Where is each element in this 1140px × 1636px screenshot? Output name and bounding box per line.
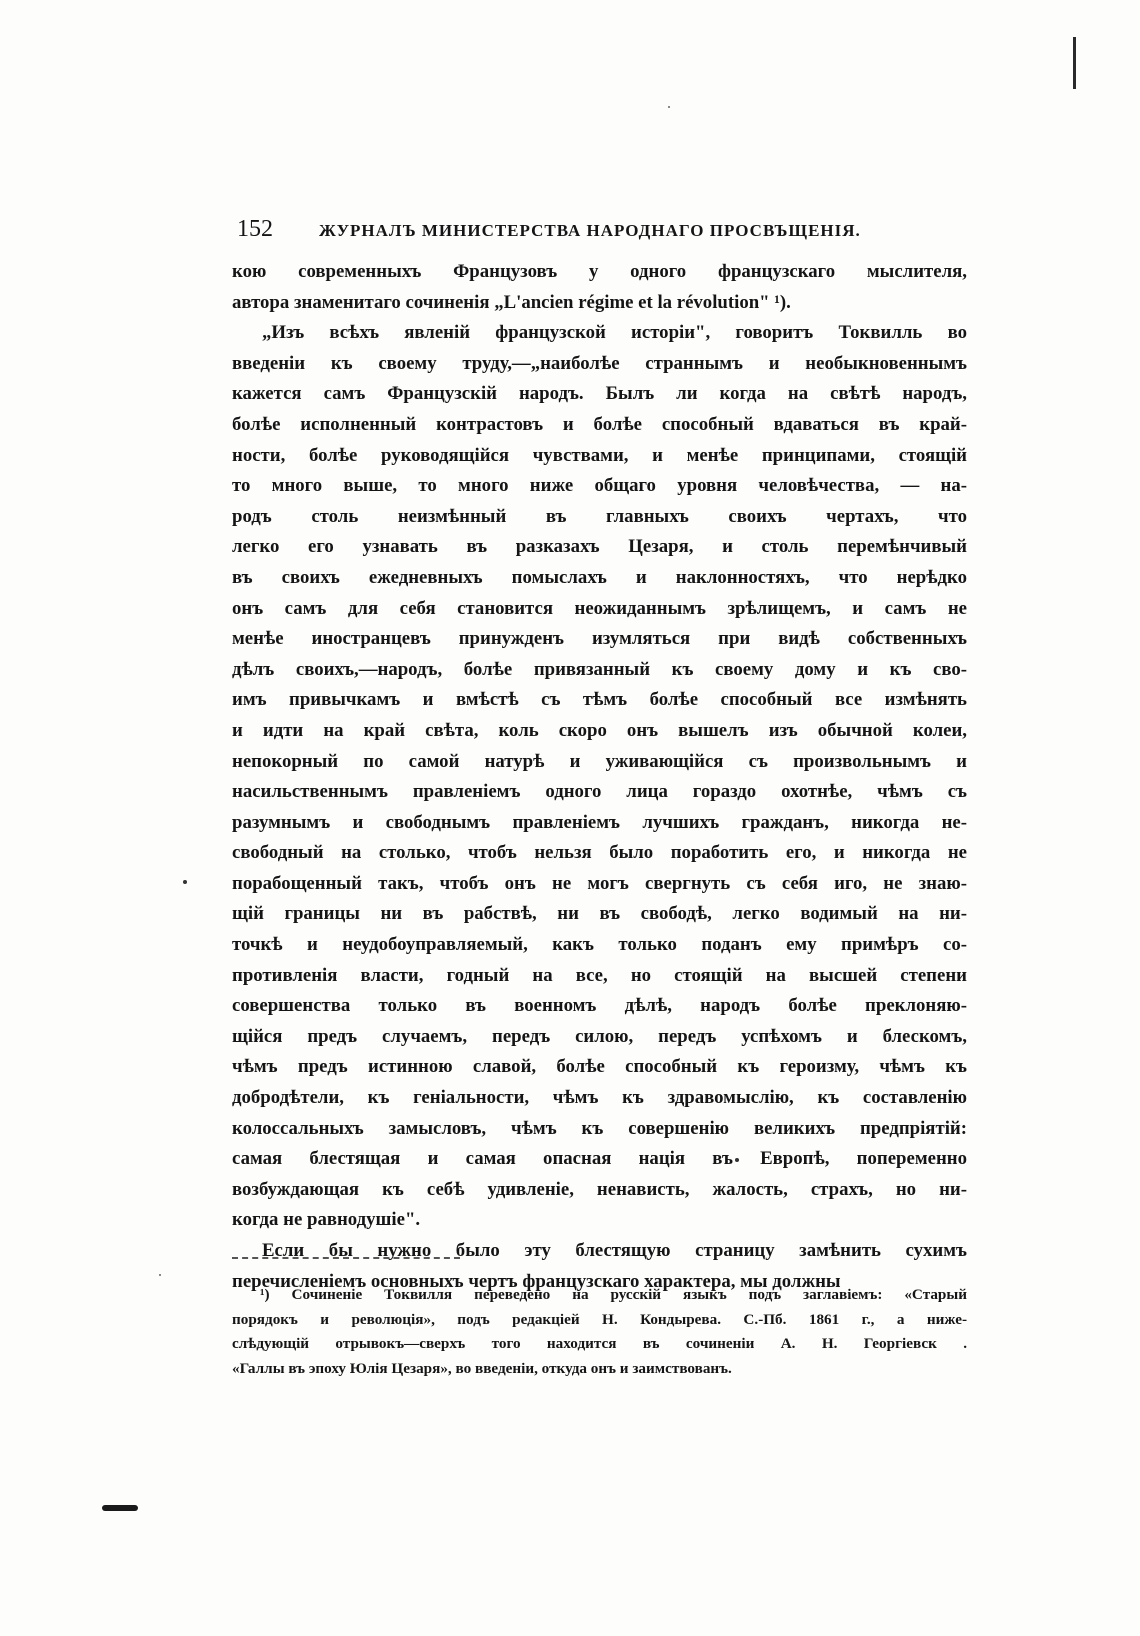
- text-line: самая блестящая и самая опасная нація въ Европѣ, попеременно: [232, 1148, 967, 1170]
- text-line: болѣе исполненный контрастовъ и болѣе способный вдаваться въ край-: [232, 413, 967, 435]
- footnote: [232, 1283, 967, 1381]
- text-line: „Изъ всѣхъ явленій французской исторіи", говоритъ Токвилль во: [262, 322, 967, 344]
- text-line: разумнымъ и свободнымъ правленіемъ лучшихъ гражданъ, никогда не-: [232, 811, 967, 833]
- page-header: [237, 216, 964, 243]
- text-line: дѣлъ своихъ,—народъ, болѣе привязанный къ своему дому и къ сво-: [232, 658, 967, 680]
- scan-speck: [668, 106, 670, 108]
- text-line: онъ самъ для себя становится неожиданнымъ зрѣлищемъ, и самъ не: [232, 597, 967, 619]
- text-line: совершенства только въ военномъ дѣлѣ, народъ болѣе преклоняю-: [232, 995, 967, 1017]
- text-line: колоссальныхъ замысловъ, чѣмъ къ совершенію великихъ предпріятій:: [232, 1117, 967, 1139]
- text-line: автора знаменитаго сочиненія „L'ancien régime et la révolution" ¹).: [232, 291, 791, 313]
- text-line: кою современныхъ Французовъ у одного французскаго мыслителя,: [232, 261, 967, 282]
- text-line: ности, болѣе руководящійся чувствами, и менѣе принципами, стоящій: [232, 444, 967, 466]
- text-line: возбуждающая къ себѣ удивленіе, ненависть, жалость, страхъ, но ни-: [232, 1178, 967, 1200]
- text-line: то много выше, то много ниже общаго уровня человѣчества, — на-: [232, 475, 967, 497]
- text-line: щійся предъ случаемъ, передъ силою, передъ успѣхомъ и блескомъ,: [232, 1025, 967, 1047]
- text-line: имъ привычкамъ и вмѣстѣ съ тѣмъ болѣе способный все измѣнять: [232, 689, 967, 711]
- footnote-line: ¹) Сочиненіе Токвилля переведено на русскій языкъ подъ заглавіемъ: «Старый: [260, 1286, 967, 1303]
- text-line: въ своихъ ежедневныхъ помыслахъ и наклонностяхъ, что нерѣдко: [232, 566, 967, 588]
- running-title: ЖУРНАЛЪ МИНИСТЕРСТВА НАРОДНАГО ПРОСВЪЩЕНІЯ.: [319, 221, 861, 240]
- text-line: и идти на край свѣта, коль скоро онъ вышелъ изъ обычной колеи,: [232, 719, 967, 741]
- text-line: щій границы ни въ рабствѣ, ни въ свободѣ, легко водимый на ни-: [232, 903, 967, 925]
- scan-edge-mark: [1073, 37, 1076, 89]
- text-line: точкѣ и неудобоуправляемый, какъ только поданъ ему примѣръ со-: [232, 934, 967, 956]
- page-number: 152: [237, 216, 273, 242]
- text-line: порабощенный такъ, чтобъ онъ не могъ свергнуть съ себя иго, не знаю-: [232, 872, 967, 894]
- text-line: свободный на столько, чтобъ нельзя было поработить его, и никогда не: [232, 842, 967, 864]
- scan-speck: [183, 880, 187, 884]
- body-text: [232, 257, 967, 1297]
- scan-margin-mark: [102, 1505, 138, 1511]
- footnote-line: «Галлы въ эпоху Юлія Цезаря», во введеніи, откуда онъ и заимствованъ.: [232, 1359, 732, 1377]
- text-line: родъ столь неизмѣнный въ главныхъ своихъ чертахъ, что: [232, 505, 967, 527]
- text-line: Если бы нужно было эту блестящую страницу замѣнить сухимъ: [262, 1240, 967, 1261]
- text-line: добродѣтели, къ геніальности, чѣмъ къ здравомыслію, къ составленію: [232, 1087, 967, 1109]
- text-line: когда не равнодушіе".: [232, 1209, 421, 1231]
- text-line: противленія власти, годный на все, но стоящій на высшей степени: [232, 964, 967, 986]
- footnote-line: порядокъ и революція», подъ редакціей Н. Кондырева. С.-Пб. 1861 г., а ниже-: [232, 1310, 967, 1328]
- scan-speck: [159, 1274, 161, 1276]
- text-line: насильственнымъ правленіемъ одного лица гораздо охотнѣе, чѣмъ съ: [232, 781, 967, 803]
- text-line: введеніи къ своему труду,—„наиболѣе страннымъ и необыкновеннымъ: [232, 352, 967, 374]
- text-line: кажется самъ Французскій народъ. Былъ ли когда на свѣтѣ народъ,: [232, 383, 967, 405]
- footnote-separator: [232, 1257, 460, 1259]
- text-line: менѣе иностранцевъ принужденъ изумляться при видѣ собственныхъ: [232, 628, 967, 650]
- footnote-line: слѣдующій отрывокъ—сверхъ того находится въ сочиненіи А. Н. Георгіевск .: [232, 1335, 967, 1353]
- text-line: легко его узнавать въ разказахъ Цезаря, и столь перемѣнчивый: [232, 536, 967, 558]
- text-line: чѣмъ предъ истинною славой, болѣе способный къ героизму, чѣмъ къ: [232, 1056, 967, 1078]
- text-line: перечисленіемъ основныхъ чертъ французскаго характера, мы должны: [232, 1270, 841, 1292]
- text-line: непокорный по самой натурѣ и уживающійся съ произвольнымъ и: [232, 750, 967, 772]
